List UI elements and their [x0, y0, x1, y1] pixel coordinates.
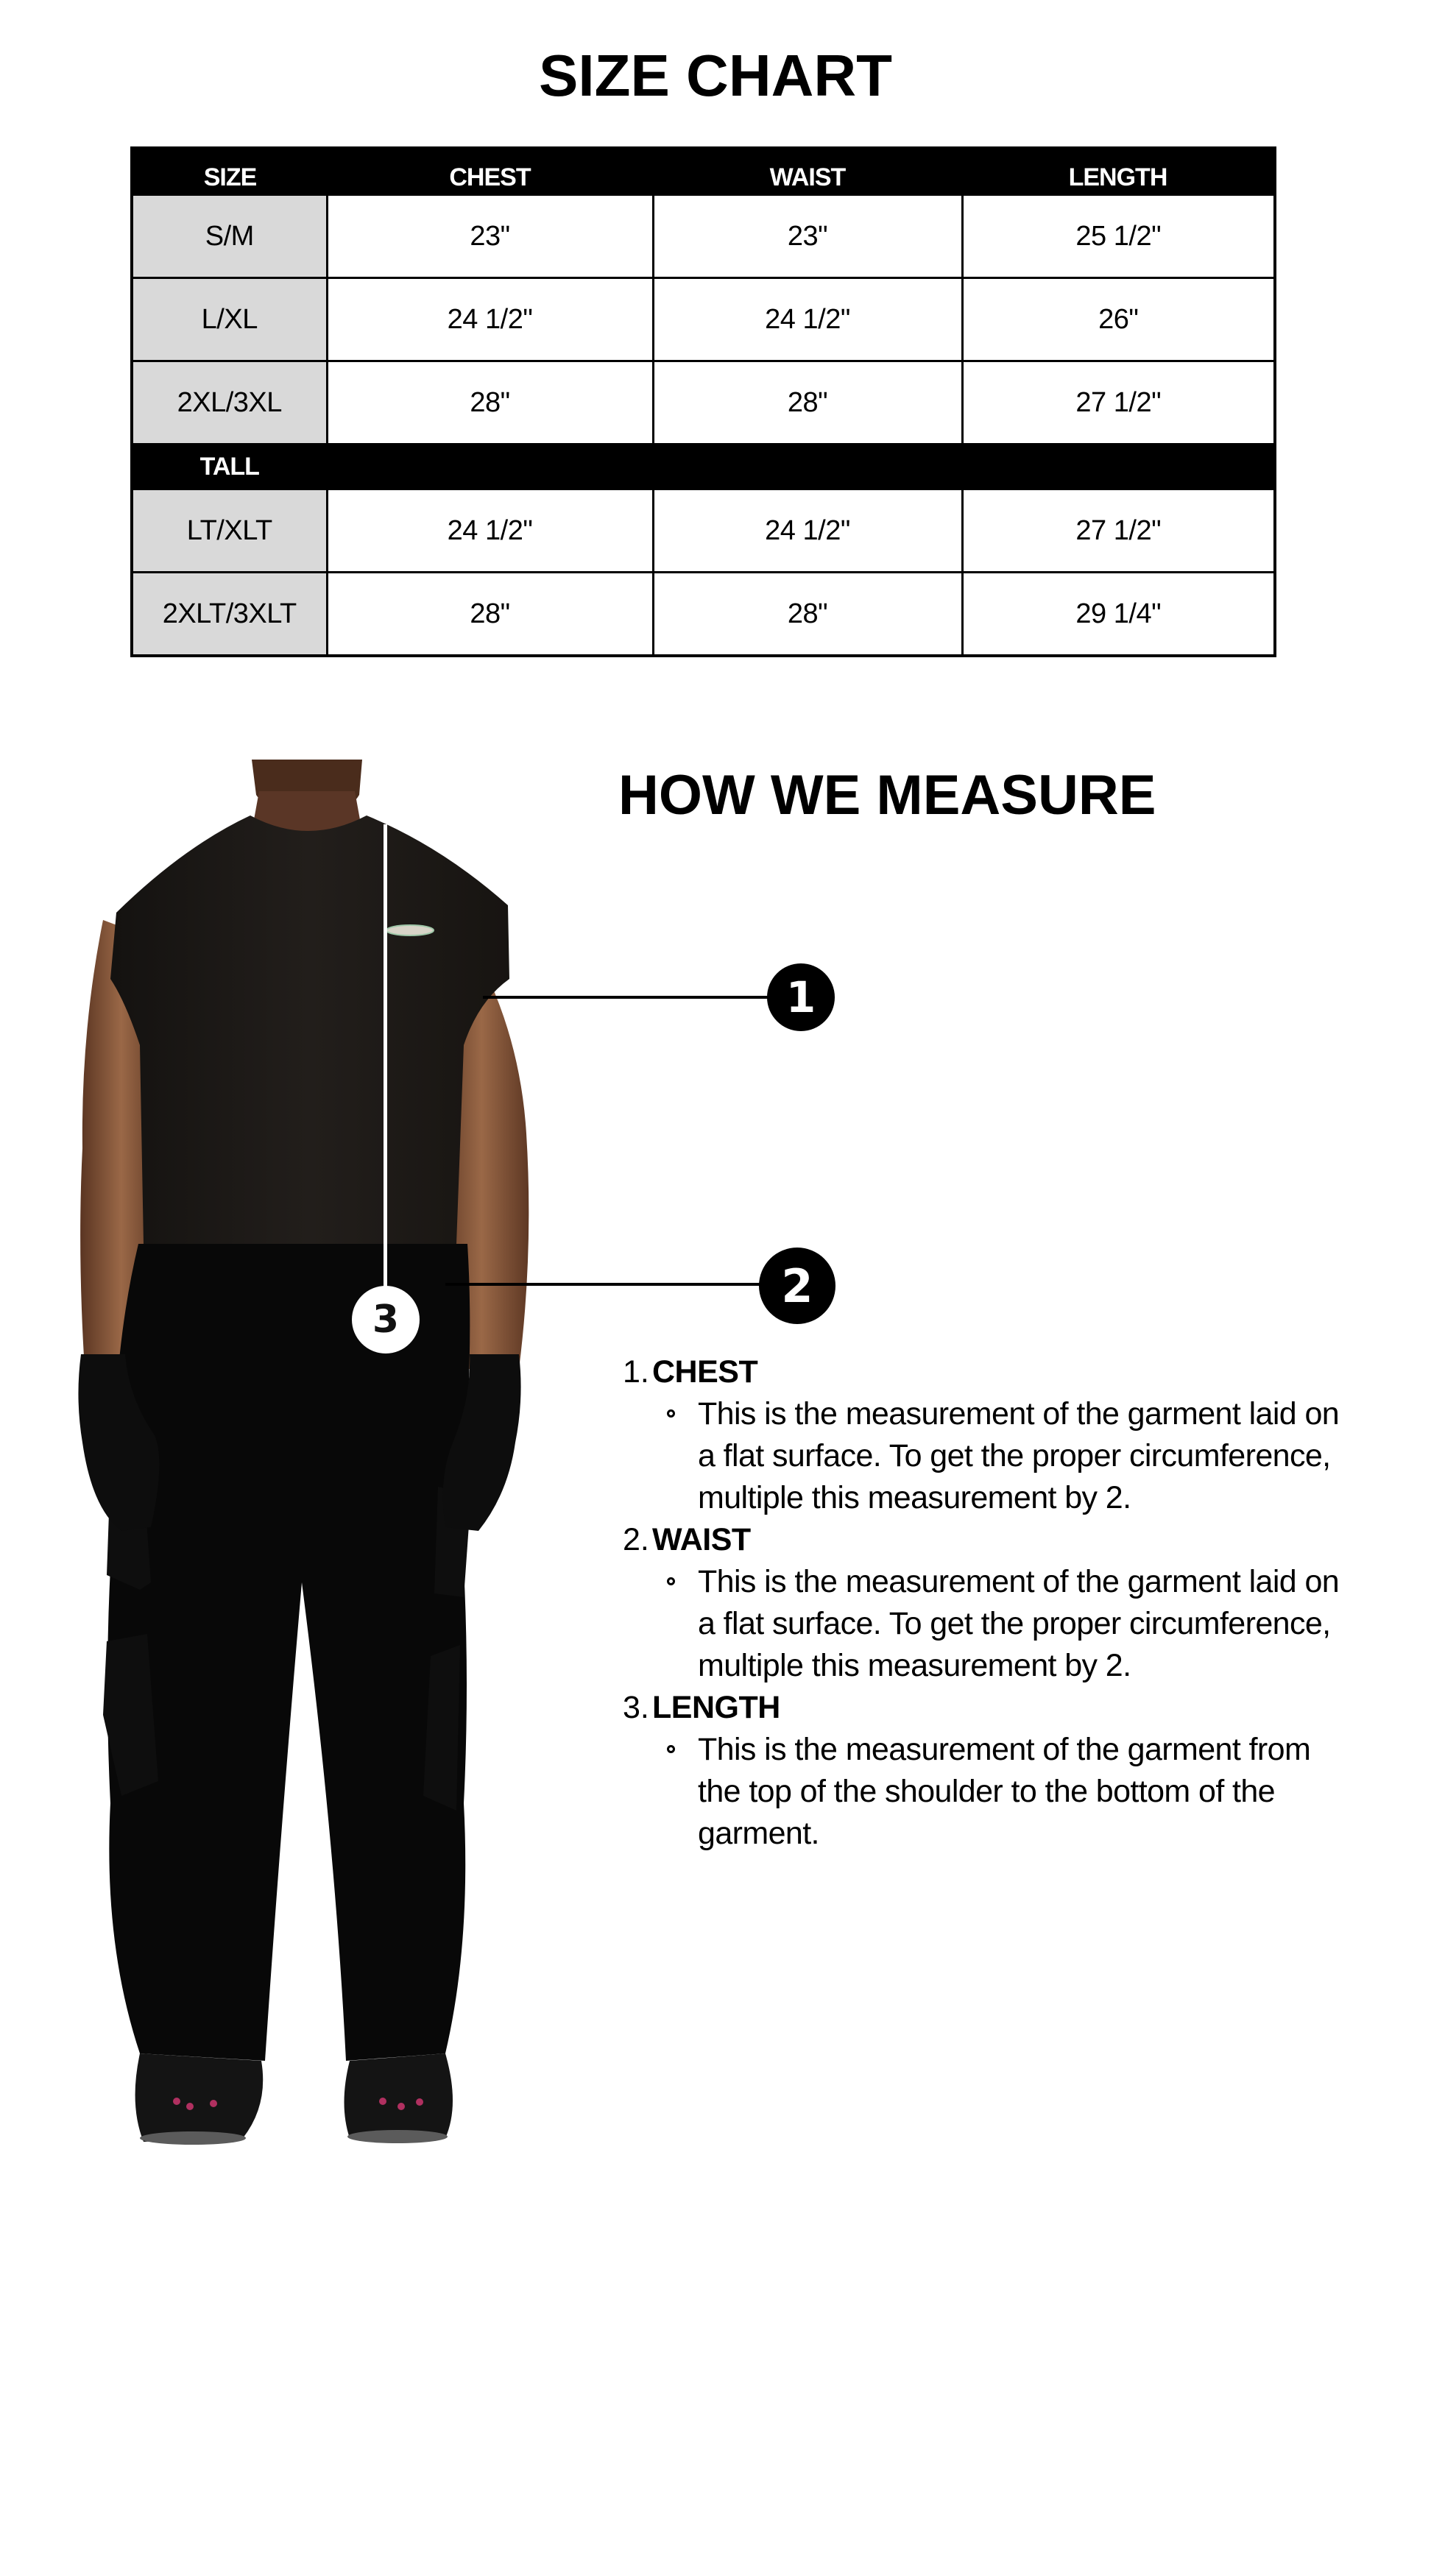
length-cell: 27 1/2" — [962, 361, 1275, 445]
waist-cell: 28" — [653, 361, 962, 445]
shoe-detail — [398, 2103, 405, 2110]
chest-logo — [386, 925, 434, 935]
chest-cell: 28" — [327, 361, 653, 445]
model-shoe-left — [135, 2053, 264, 2142]
waist-callout-line — [445, 1283, 762, 1286]
callout-number: 3 — [372, 1298, 400, 1342]
instruction-description: This is the measurement of the garment from the top of the shoulder to the bottom of the garment. — [698, 1732, 1311, 1851]
size-cell: L/XL — [132, 278, 327, 361]
waist-cell: 24 1/2" — [653, 489, 962, 573]
size-cell: 2XLT/3XLT — [132, 573, 327, 657]
column-header-waist: WAIST — [653, 148, 962, 195]
length-cell: 26" — [962, 278, 1275, 361]
model-shoe-right — [344, 2053, 453, 2138]
column-header-length: LENGTH — [962, 148, 1275, 195]
model-photo — [0, 0, 559, 2208]
shoe-detail — [210, 2100, 217, 2107]
model-shirt — [110, 815, 509, 1250]
shoe-detail — [379, 2098, 386, 2105]
instruction-item-waist — [623, 1519, 1359, 1687]
instruction-number: 3. — [623, 1690, 649, 1725]
length-cell: 27 1/2" — [962, 489, 1275, 573]
size-cell: LT/XLT — [132, 489, 327, 573]
section-filler — [962, 445, 1275, 489]
shoe-sole — [347, 2130, 448, 2143]
chest-cell: 23" — [327, 195, 653, 278]
chest-cell: 28" — [327, 573, 653, 657]
length-cell: 25 1/2" — [962, 195, 1275, 278]
callout-number: 2 — [781, 1259, 813, 1313]
shoe-detail — [186, 2103, 194, 2110]
callout-badge-1 — [767, 963, 835, 1031]
instruction-label: LENGTH — [652, 1690, 780, 1725]
shoe-sole — [140, 2131, 246, 2145]
size-cell: S/M — [132, 195, 327, 278]
waist-cell: 23" — [653, 195, 962, 278]
column-header-chest: CHEST — [327, 148, 653, 195]
shoe-detail — [173, 2098, 180, 2105]
callout-badge-2 — [759, 1248, 835, 1324]
how-we-measure-title: HOW WE MEASURE — [618, 764, 1156, 827]
instruction-number: 2. — [623, 1522, 649, 1557]
hollow-bullet-icon — [667, 1577, 675, 1585]
shoe-detail — [416, 2098, 423, 2106]
hollow-bullet-icon — [667, 1409, 675, 1418]
instruction-number: 1. — [623, 1354, 649, 1390]
chest-cell: 24 1/2" — [327, 278, 653, 361]
hollow-bullet-icon — [667, 1745, 675, 1753]
length-measure-line — [384, 824, 387, 1287]
size-chart-title: SIZE CHART — [539, 43, 892, 108]
callout-number: 1 — [785, 972, 816, 1022]
chest-cell: 24 1/2" — [327, 489, 653, 573]
instruction-item-length — [623, 1687, 1359, 1855]
waist-cell: 28" — [653, 573, 962, 657]
instruction-label: CHEST — [652, 1354, 758, 1390]
tall-section-label: TALL — [132, 445, 327, 489]
measure-instructions — [623, 1351, 1359, 1855]
instruction-label: WAIST — [652, 1522, 751, 1557]
section-filler — [653, 445, 962, 489]
column-header-size: SIZE — [132, 148, 327, 195]
instruction-description: This is the measurement of the garment laid on a flat surface. To get the proper circumference, multiple this measurement by 2. — [698, 1396, 1340, 1515]
length-cell: 29 1/4" — [962, 573, 1275, 657]
model-pants — [107, 1244, 470, 2061]
waist-cell: 24 1/2" — [653, 278, 962, 361]
instruction-item-chest — [623, 1351, 1359, 1519]
callout-badge-3 — [352, 1286, 420, 1354]
chest-callout-line — [483, 996, 770, 999]
size-cell: 2XL/3XL — [132, 361, 327, 445]
instruction-description: This is the measurement of the garment laid on a flat surface. To get the proper circumference, multiple this measurement by 2. — [698, 1564, 1340, 1683]
